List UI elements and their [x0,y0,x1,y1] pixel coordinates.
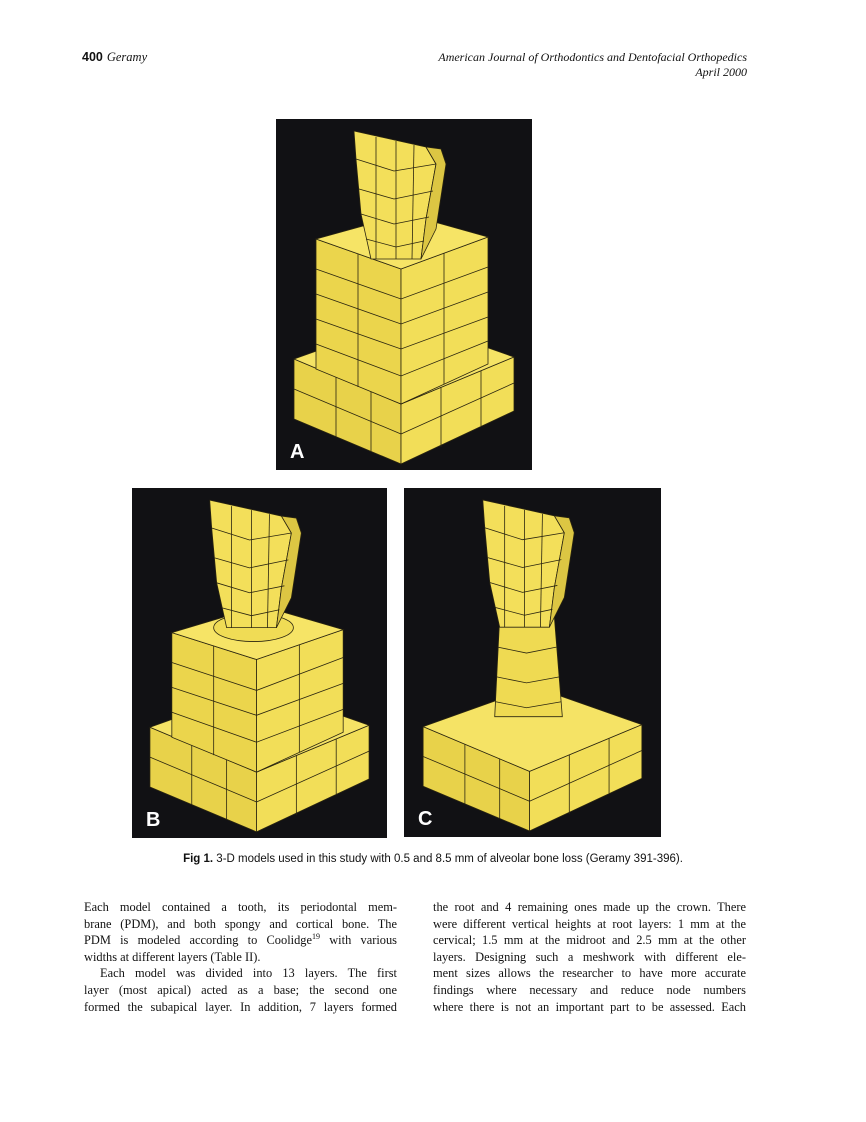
text-line: layer (most apical) acted as a base; the second one [84,982,397,997]
text-line: ment sizes allows the researcher to have more accurate [433,966,746,981]
text-line: brane (PDM), and both spongy and cortical bone. The [84,916,397,931]
text-line [84,932,397,949]
text-line: the root and 4 remaining ones made up the crown. There [433,900,746,914]
tooth-model-c-image [404,488,661,837]
body-column-left [84,899,397,1015]
text-run: PDM is modeled according to Coolidge [84,933,312,948]
caption-text: 3-D models used in this study with 0.5 and 8.5 mm of alveolar bone loss (Geramy 391-396). [216,853,683,865]
running-header-left [82,50,147,65]
text-line: where there is not an important part to be assessed. Each [433,999,746,1014]
figure-panel-b [132,488,387,838]
text-line: formed the subapical layer. In addition, 7 layers formed [84,999,397,1014]
figure-caption [0,853,866,865]
page-number: 400 [82,50,103,64]
figure-panel-a [276,119,532,470]
text-line: Each model was divided into 13 layers. The first [100,966,397,981]
tooth-model-a-image [276,119,532,470]
body-column-right [433,899,746,1015]
figure-panel-c [404,488,661,837]
panel-label-c: C [418,808,433,830]
text-line: widths at different layers (Table II). [84,949,261,964]
caption-label: Fig 1. [183,853,214,865]
tooth-model-b-image [132,488,387,838]
panel-label-a: A [290,441,305,463]
text-line: layers. Designing such a meshwork with different ele- [433,949,746,964]
text-line: cervical; 1.5 mm at the midroot and 2.5 mm at the other [433,933,746,948]
running-header-right [438,50,747,80]
issue-date: April 2000 [695,65,747,79]
citation-superscript: 19 [311,932,320,942]
text-line: findings where necessary and reduce node numbers [433,982,746,997]
text-line: were different vertical heights at root layers: 1 mm at the [433,916,746,931]
text-line: Each model contained a tooth, its periodontal mem- [84,900,397,914]
text-run: with various [319,933,397,948]
journal-title: American Journal of Orthodontics and Dentofacial Orthopedics [438,50,747,64]
panel-label-b: B [146,809,161,831]
author-name: Geramy [106,50,148,64]
